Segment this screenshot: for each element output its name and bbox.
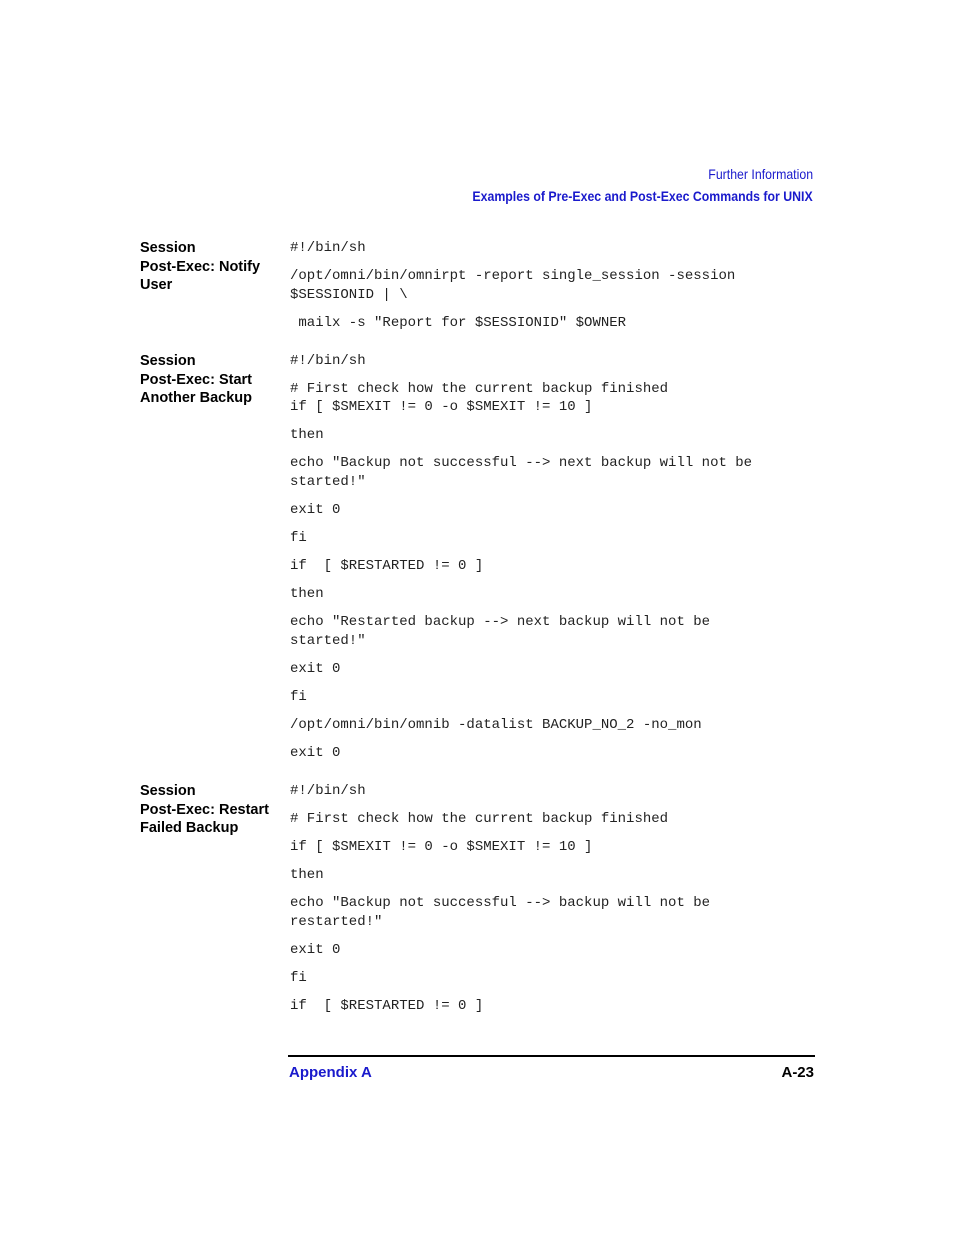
side-heading-line: Another Backup <box>140 390 252 406</box>
side-heading-line: Session <box>140 783 196 799</box>
code-line: mailx -s "Report for $SESSIONID" $OWNER <box>290 315 627 331</box>
footer-rule <box>288 1055 815 1057</box>
code-line: restarted!" <box>290 914 383 930</box>
code-line: exit 0 <box>290 745 341 761</box>
code-line: then <box>290 586 324 602</box>
code-line: if [ $SMEXIT != 0 -o $SMEXIT != 10 ] <box>290 399 593 415</box>
side-heading-line: Post-Exec: Restart <box>140 801 269 818</box>
code-line: fi <box>290 970 307 986</box>
code-line: echo "Restarted backup --> next backup will not be <box>290 614 711 630</box>
running-header-section[interactable]: Examples of Pre-Exec and Post-Exec Commands for UNIX <box>472 188 813 204</box>
code-line: exit 0 <box>290 942 341 958</box>
code-line: # First check how the current backup finished <box>290 381 669 397</box>
code-line: fi <box>290 530 307 546</box>
code-line: /opt/omni/bin/omnib -datalist BACKUP_NO_2 -no_mon <box>290 717 702 733</box>
code-line: started!" <box>290 633 366 649</box>
code-line: /opt/omni/bin/omnirpt -report single_session -session <box>290 268 736 284</box>
code-line: if [ $RESTARTED != 0 ] <box>290 998 484 1014</box>
side-heading-notify-user <box>140 239 285 295</box>
code-line: #!/bin/sh <box>290 783 366 799</box>
code-line: exit 0 <box>290 661 341 677</box>
side-heading-line: Post-Exec: Start <box>140 371 253 388</box>
side-heading-line: User <box>140 277 173 293</box>
side-heading-line: Post-Exec: Notify <box>140 258 261 275</box>
side-heading-start-another-backup <box>140 352 285 408</box>
side-heading-line: Failed Backup <box>140 820 239 836</box>
code-line: #!/bin/sh <box>290 240 366 256</box>
code-line: if [ $RESTARTED != 0 ] <box>290 558 484 574</box>
page-number: A-23 <box>781 1064 814 1081</box>
code-line: exit 0 <box>290 502 341 518</box>
code-line: #!/bin/sh <box>290 353 366 369</box>
code-line: if [ $SMEXIT != 0 -o $SMEXIT != 10 ] <box>290 839 593 855</box>
code-line: then <box>290 867 324 883</box>
code-line: # First check how the current backup finished <box>290 811 669 827</box>
side-heading-restart-failed-backup <box>140 782 285 838</box>
code-line: fi <box>290 689 307 705</box>
code-line: $SESSIONID | \ <box>290 287 408 303</box>
running-header-chapter[interactable]: Further Information <box>708 166 813 182</box>
code-line: echo "Backup not successful --> backup will not be <box>290 895 711 911</box>
side-heading-line: Session <box>140 353 196 369</box>
code-line: then <box>290 427 324 443</box>
footer-appendix-link[interactable]: Appendix A <box>289 1064 372 1081</box>
code-line: echo "Backup not successful --> next backup will not be <box>290 455 753 471</box>
side-heading-line: Session <box>140 240 196 256</box>
code-line: started!" <box>290 474 366 490</box>
